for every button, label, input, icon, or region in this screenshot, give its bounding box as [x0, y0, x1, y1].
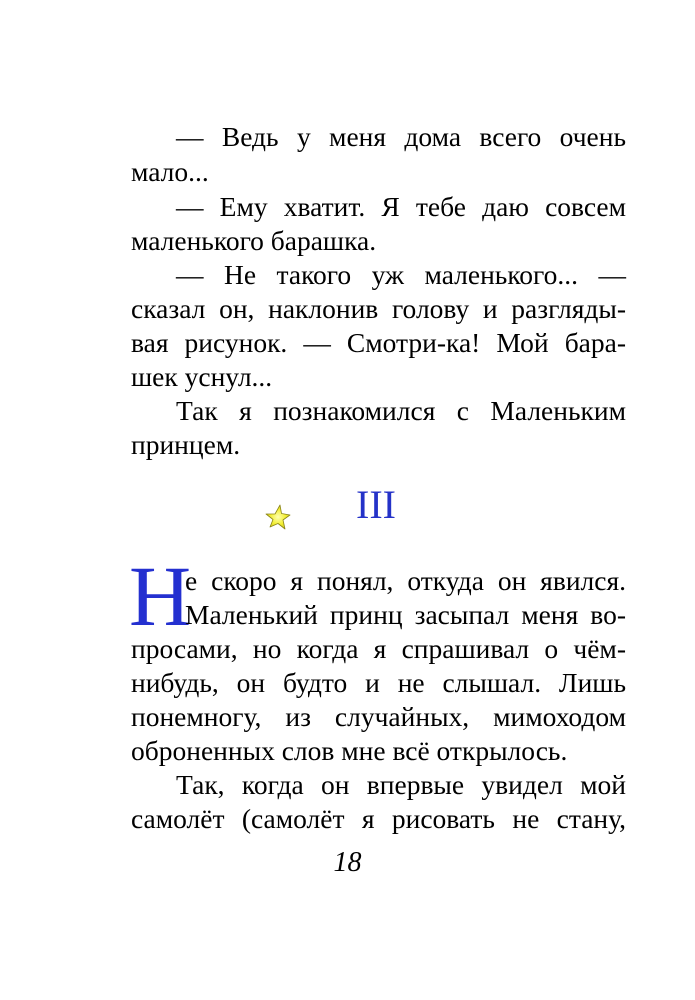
text-line: вая рисунок. — Смотри-ка! Мой бара- — [131, 327, 626, 358]
text-line: просами, но когда я спрашивал о чём- — [131, 633, 626, 664]
text-line: понемногу, из случайных, мимоходом — [131, 701, 626, 732]
text-line: Маленький принц засыпал меня во- — [185, 599, 626, 630]
text-line: самолёт (самолёт я рисовать не стану, — [131, 803, 626, 834]
text-line: мало... — [131, 156, 209, 187]
star-icon — [262, 503, 292, 531]
text-line: сказал он, наклонив голову и разгляды- — [131, 293, 626, 324]
text-line: Так я познакомился с Маленьким — [176, 395, 626, 426]
text-line: оброненных слов мне всё открылось. — [131, 735, 568, 766]
text-line: — Ведь у меня дома всего очень — [176, 121, 626, 152]
text-line: нибудь, он будто и не слышал. Лишь — [131, 667, 626, 698]
text-line: принцем. — [131, 429, 241, 460]
drop-cap: Н — [129, 548, 192, 644]
text-line: Так, когда он впервые увидел мой — [176, 769, 626, 800]
page-number: 18 — [333, 847, 362, 878]
text-line: маленького барашка. — [131, 225, 377, 256]
text-line: шек уснул... — [131, 361, 273, 392]
text-line: е скоро я понял, откуда он явился. — [185, 565, 626, 596]
chapter-number: III — [356, 482, 396, 527]
text-line: — Ему хватит. Я тебе даю совсем — [176, 191, 626, 222]
text-line: — Не такого уж маленького... — — [176, 259, 626, 290]
